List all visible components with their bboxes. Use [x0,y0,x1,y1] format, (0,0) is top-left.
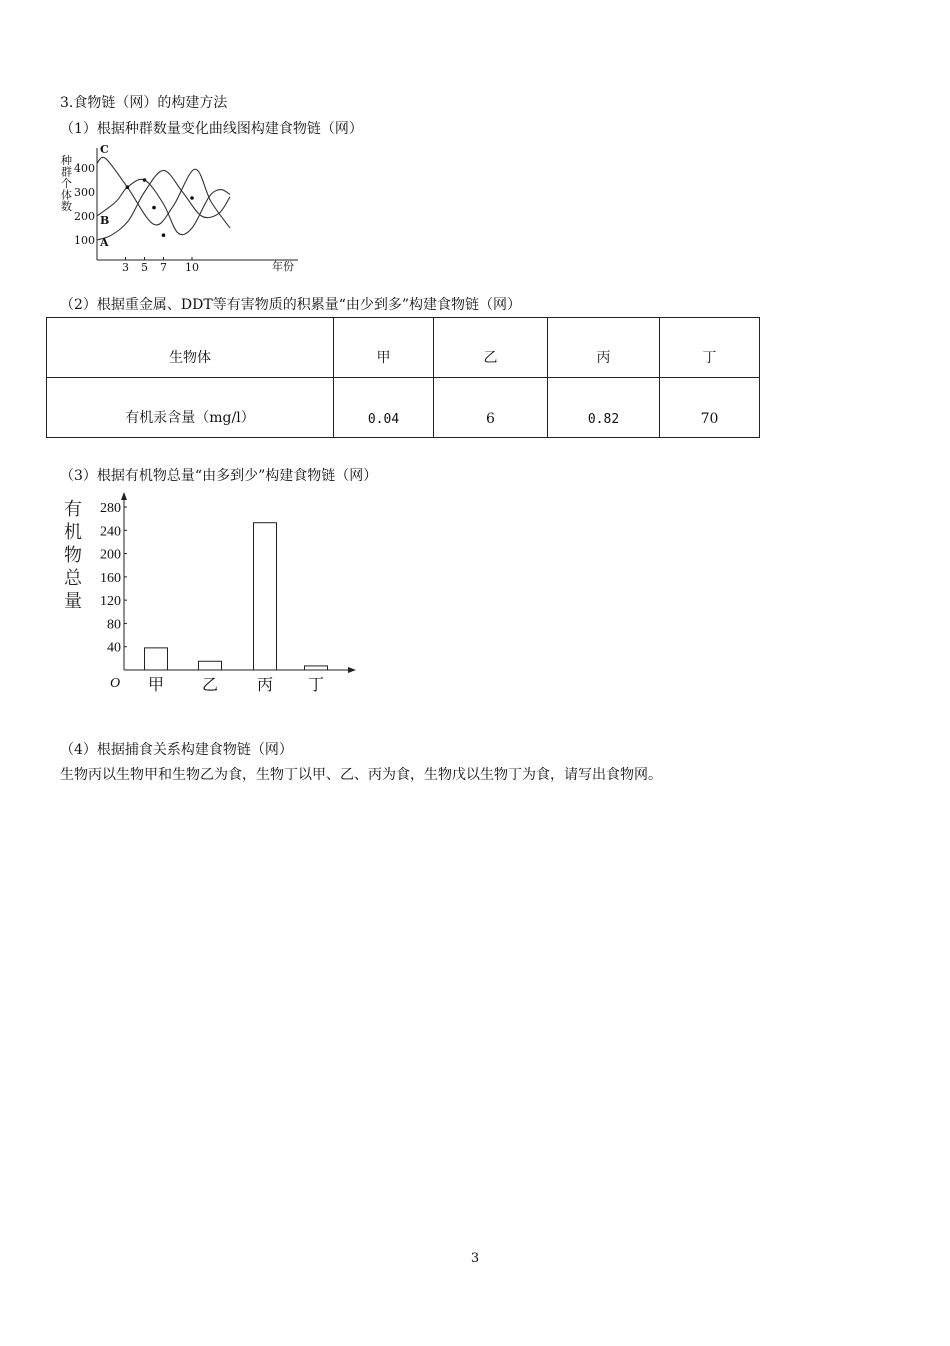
subsection-1-title: （1）根据种群数量变化曲线图构建食物链（网） [60,121,363,137]
x-axis-label: 年份 [272,260,294,273]
y-axis-label-char: 有 [64,499,82,520]
category-label: 丙 [256,675,274,694]
origin-label: O [110,676,121,691]
y-tick-label: 120 [100,594,121,610]
series-label: A [100,236,109,249]
header-cell: 丁 [660,318,760,378]
page-number: 3 [470,1251,480,1266]
y-axis-label-char: 群 [61,165,72,179]
bar [305,666,328,670]
table-cell: 0.04 [334,378,434,438]
bar [199,661,222,670]
header-cell: 乙 [434,318,548,378]
y-tick-label: 200 [100,547,121,563]
marked-point [190,196,194,200]
y-axis-label-char: 个 [61,177,72,190]
category-labels [148,675,324,694]
marked-point [143,178,147,182]
tick-labels [74,162,199,274]
category-label: 乙 [201,675,219,694]
y-axis-label-char: 总 [64,568,82,589]
y-tick-label: 240 [100,524,121,540]
y-axis-label-char: 机 [64,522,82,543]
organic-matter-bar-chart [58,490,368,700]
question-text: 生物丙以生物甲和生物乙为食，生物丁以甲、乙、丙为食，生物戊以生物丁为食，请写出食物网。 [60,767,662,783]
x-tick-label: 7 [160,261,167,274]
y-axis-label-char: 量 [64,591,82,612]
marked-point [152,206,156,210]
subsection-3-title: （3）根据有机物总量“由多到少”构建食物链（网） [60,468,378,484]
y-tick-label: 300 [74,186,95,199]
category-label: 甲 [147,675,165,694]
category-label: 丁 [307,675,325,694]
table-row [47,378,760,438]
series-label: C [100,143,109,157]
y-tick-label: 400 [74,162,95,175]
bars [145,523,328,670]
x-axis-arrow [348,667,356,673]
y-tick-label: 100 [74,234,95,247]
chart-axes [121,492,356,673]
table-cell: 6 [434,378,548,438]
y-tick-label: 280 [100,501,121,516]
y-tick-label: 160 [100,570,121,586]
section-heading: 3.食物链（网）的构建方法 [60,95,228,111]
series-line-a [97,170,230,240]
table-cell: 0.82 [548,378,660,438]
y-axis-arrow [121,492,127,500]
y-axis-label-char: 物 [64,545,82,566]
marked-point [126,185,130,189]
row-label: 有机汞含量（mg/l） [47,378,334,438]
y-tick-label: 40 [107,640,121,656]
header-cell: 甲 [334,318,434,378]
x-tick-label: 3 [122,261,129,274]
subsection-2-title: （2）根据重金属、DDT等有害物质的积累量“由少到多”构建食物链（网） [60,297,522,313]
series-line-b [97,179,230,234]
y-axis-label-char: 数 [61,200,72,213]
series-curves [97,157,230,240]
table-header-row [47,318,760,378]
bar [145,648,168,670]
y-axis-label-char: 体 [61,188,72,202]
table-cell: 70 [660,378,760,438]
marked-point [162,233,166,237]
bar [254,523,277,670]
x-tick-label: 10 [185,261,199,274]
y-axis-label [64,499,83,612]
chart-axes [97,148,298,260]
y-tick-labels [100,501,127,656]
header-cell: 丙 [548,318,660,378]
header-cell: 生物体 [47,318,334,378]
mercury-content-table [46,317,760,438]
population-curve-chart [58,140,308,276]
y-tick-label: 200 [74,210,95,223]
series-label: B [100,214,110,227]
y-axis-label [61,154,72,213]
subsection-4-title: （4）根据捕食关系构建食物链（网） [60,742,293,758]
y-axis-label-char: 种 [61,154,72,167]
y-tick-label: 80 [107,617,121,633]
x-tick-label: 5 [141,261,148,274]
